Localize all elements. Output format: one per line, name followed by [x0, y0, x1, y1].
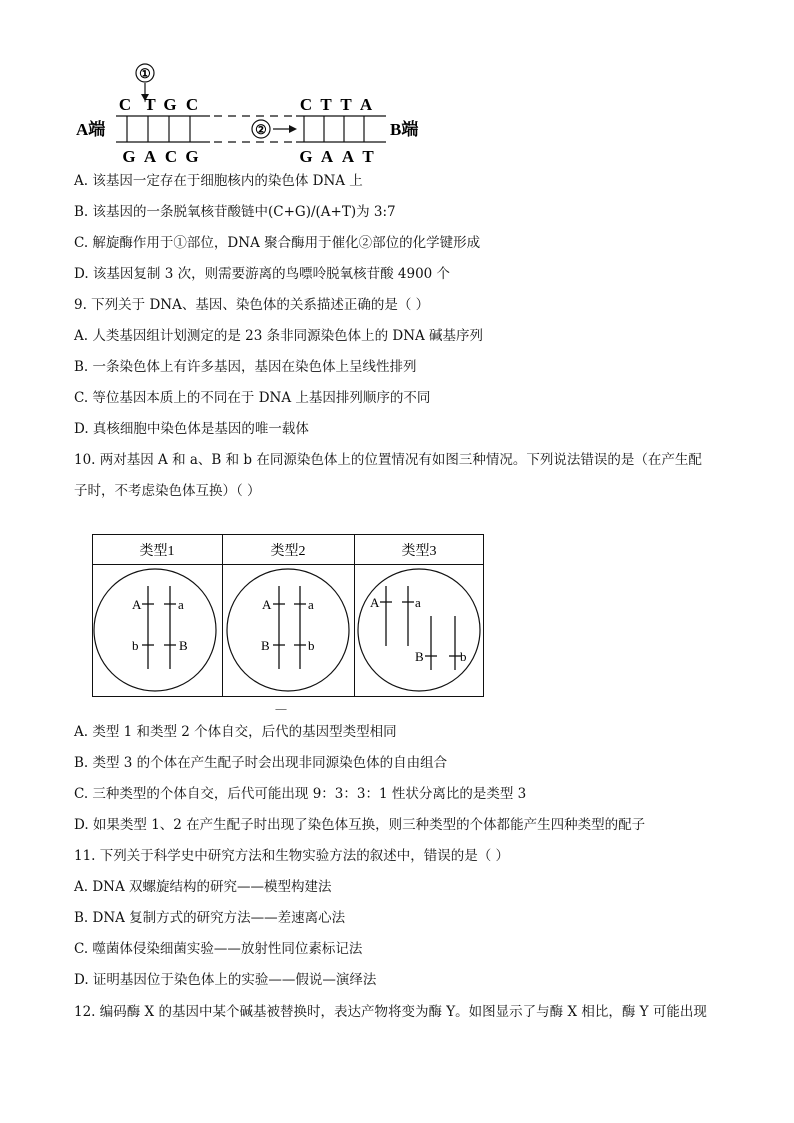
marker-2-arrowhead — [289, 125, 297, 133]
top-right-base-4: A — [359, 95, 373, 114]
marker-1: ① — [139, 66, 151, 81]
q11-stem: 11. 下列关于科学史中研究方法和生物实验方法的叙述中，错误的是（ ） — [74, 848, 510, 864]
type3-cell — [358, 569, 480, 691]
header-type1: 类型1 — [139, 544, 175, 559]
bottom-right-base-3: A — [341, 147, 355, 166]
type2-gene-a: a — [308, 597, 314, 612]
dna-strand-figure — [70, 58, 440, 170]
q10-option-c: C. 三种类型的个体自交，后代可能出现 9：3：3：1 性状分离比的是类型 3 — [74, 786, 527, 802]
a-end-label: A端 — [76, 120, 106, 139]
type2-cell-circle — [227, 569, 349, 691]
top-left-base-3: G — [163, 95, 177, 114]
type2-cell — [227, 569, 349, 691]
top-left-base-2: T — [144, 95, 156, 114]
bottom-left-base-1: G — [122, 147, 136, 166]
type2-gene-B: B — [261, 638, 270, 653]
bottom-left-base-2: A — [143, 147, 157, 166]
q10-stem-line2: 子时，不考虑染色体互换）（ ） — [74, 483, 261, 499]
type1-gene-B: B — [179, 638, 188, 653]
type2-gene-b: b — [308, 638, 315, 653]
type3-cell-circle — [358, 569, 480, 691]
q11-option-c: C. 噬菌体侵染细菌实验——放射性同位素标记法 — [74, 941, 363, 957]
q8-option-b: B. 该基因的一条脱氧核苷酸链中(C+G)/(A+T)为 3:7 — [74, 204, 396, 220]
top-right-base-1: C — [299, 95, 313, 114]
bottom-right-base-4: T — [362, 147, 374, 166]
q11-option-a: A. DNA 双螺旋结构的研究——模型构建法 — [74, 879, 332, 895]
top-right-base-2: T — [320, 95, 332, 114]
type1-gene-b: b — [132, 638, 139, 653]
table-caption: — — [275, 703, 287, 715]
header-type3: 类型3 — [401, 544, 437, 559]
type1-gene-A: A — [132, 597, 142, 612]
q12-stem: 12. 编码酶 X 的基因中某个碱基被替换时，表达产物将变为酶 Y。如图显示了与酶 X 相比，酶 Y 可能出现 — [74, 1004, 707, 1020]
q10-stem-line1: 10. 两对基因 A 和 a、B 和 b 在同源染色体上的位置情况有如图三种情况。下列说法错误的是（在产生配 — [74, 452, 702, 468]
header-type2: 类型2 — [270, 544, 306, 559]
q8-option-c: C. 解旋酶作用于①部位，DNA 聚合酶用于催化②部位的化学键形成 — [74, 235, 481, 251]
b-end-label: B端 — [390, 120, 419, 139]
q11-option-d: D. 证明基因位于染色体上的实验——假说—演绎法 — [74, 972, 377, 988]
q9-option-a: A. 人类基因组计划测定的是 23 条非同源染色体上的 DNA 碱基序列 — [74, 328, 484, 344]
type3-gene-A: A — [370, 595, 380, 610]
bottom-right-base-1: G — [299, 147, 313, 166]
type1-cell — [94, 569, 216, 691]
type1-gene-a: a — [178, 597, 184, 612]
bottom-left-base-4: G — [185, 147, 199, 166]
type3-gene-B: B — [415, 649, 424, 664]
chromosome-type-table — [92, 534, 488, 716]
q8-option-d: D. 该基因复制 3 次，则需要游离的鸟嘌呤脱氧核苷酸 4900 个 — [74, 266, 451, 282]
dna-strands — [116, 116, 386, 142]
q9-option-b: B. 一条染色体上有许多基因，基因在染色体上呈线性排列 — [74, 359, 417, 375]
q9-stem: 9. 下列关于 DNA、基因、染色体的关系描述正确的是（ ） — [74, 297, 430, 313]
top-left-base-1: C — [118, 95, 132, 114]
type1-cell-circle — [94, 569, 216, 691]
q10-option-a: A. 类型 1 和类型 2 个体自交，后代的基因型类型相同 — [74, 724, 397, 740]
q11-option-b: B. DNA 复制方式的研究方法——差速离心法 — [74, 910, 346, 926]
type3-gene-b: b — [460, 649, 467, 664]
q8-option-a: A. 该基因一定存在于细胞核内的染色体 DNA 上 — [74, 173, 363, 189]
q9-option-d: D. 真核细胞中染色体是基因的唯一载体 — [74, 421, 309, 437]
marker-2: ② — [255, 122, 267, 137]
bottom-right-base-2: A — [320, 147, 334, 166]
q9-option-c: C. 等位基因本质上的不同在于 DNA 上基因排列顺序的不同 — [74, 390, 431, 406]
bottom-left-base-3: C — [164, 147, 178, 166]
type2-gene-A: A — [262, 597, 272, 612]
q10-option-b: B. 类型 3 的个体在产生配子时会出现非同源染色体的自由组合 — [74, 755, 448, 771]
top-left-base-4: C — [185, 95, 199, 114]
top-right-base-3: T — [340, 95, 352, 114]
q10-option-d: D. 如果类型 1、2 在产生配子时出现了染色体互换，则三种类型的个体都能产生四种类型的配子 — [74, 817, 646, 833]
type3-gene-a: a — [415, 595, 421, 610]
